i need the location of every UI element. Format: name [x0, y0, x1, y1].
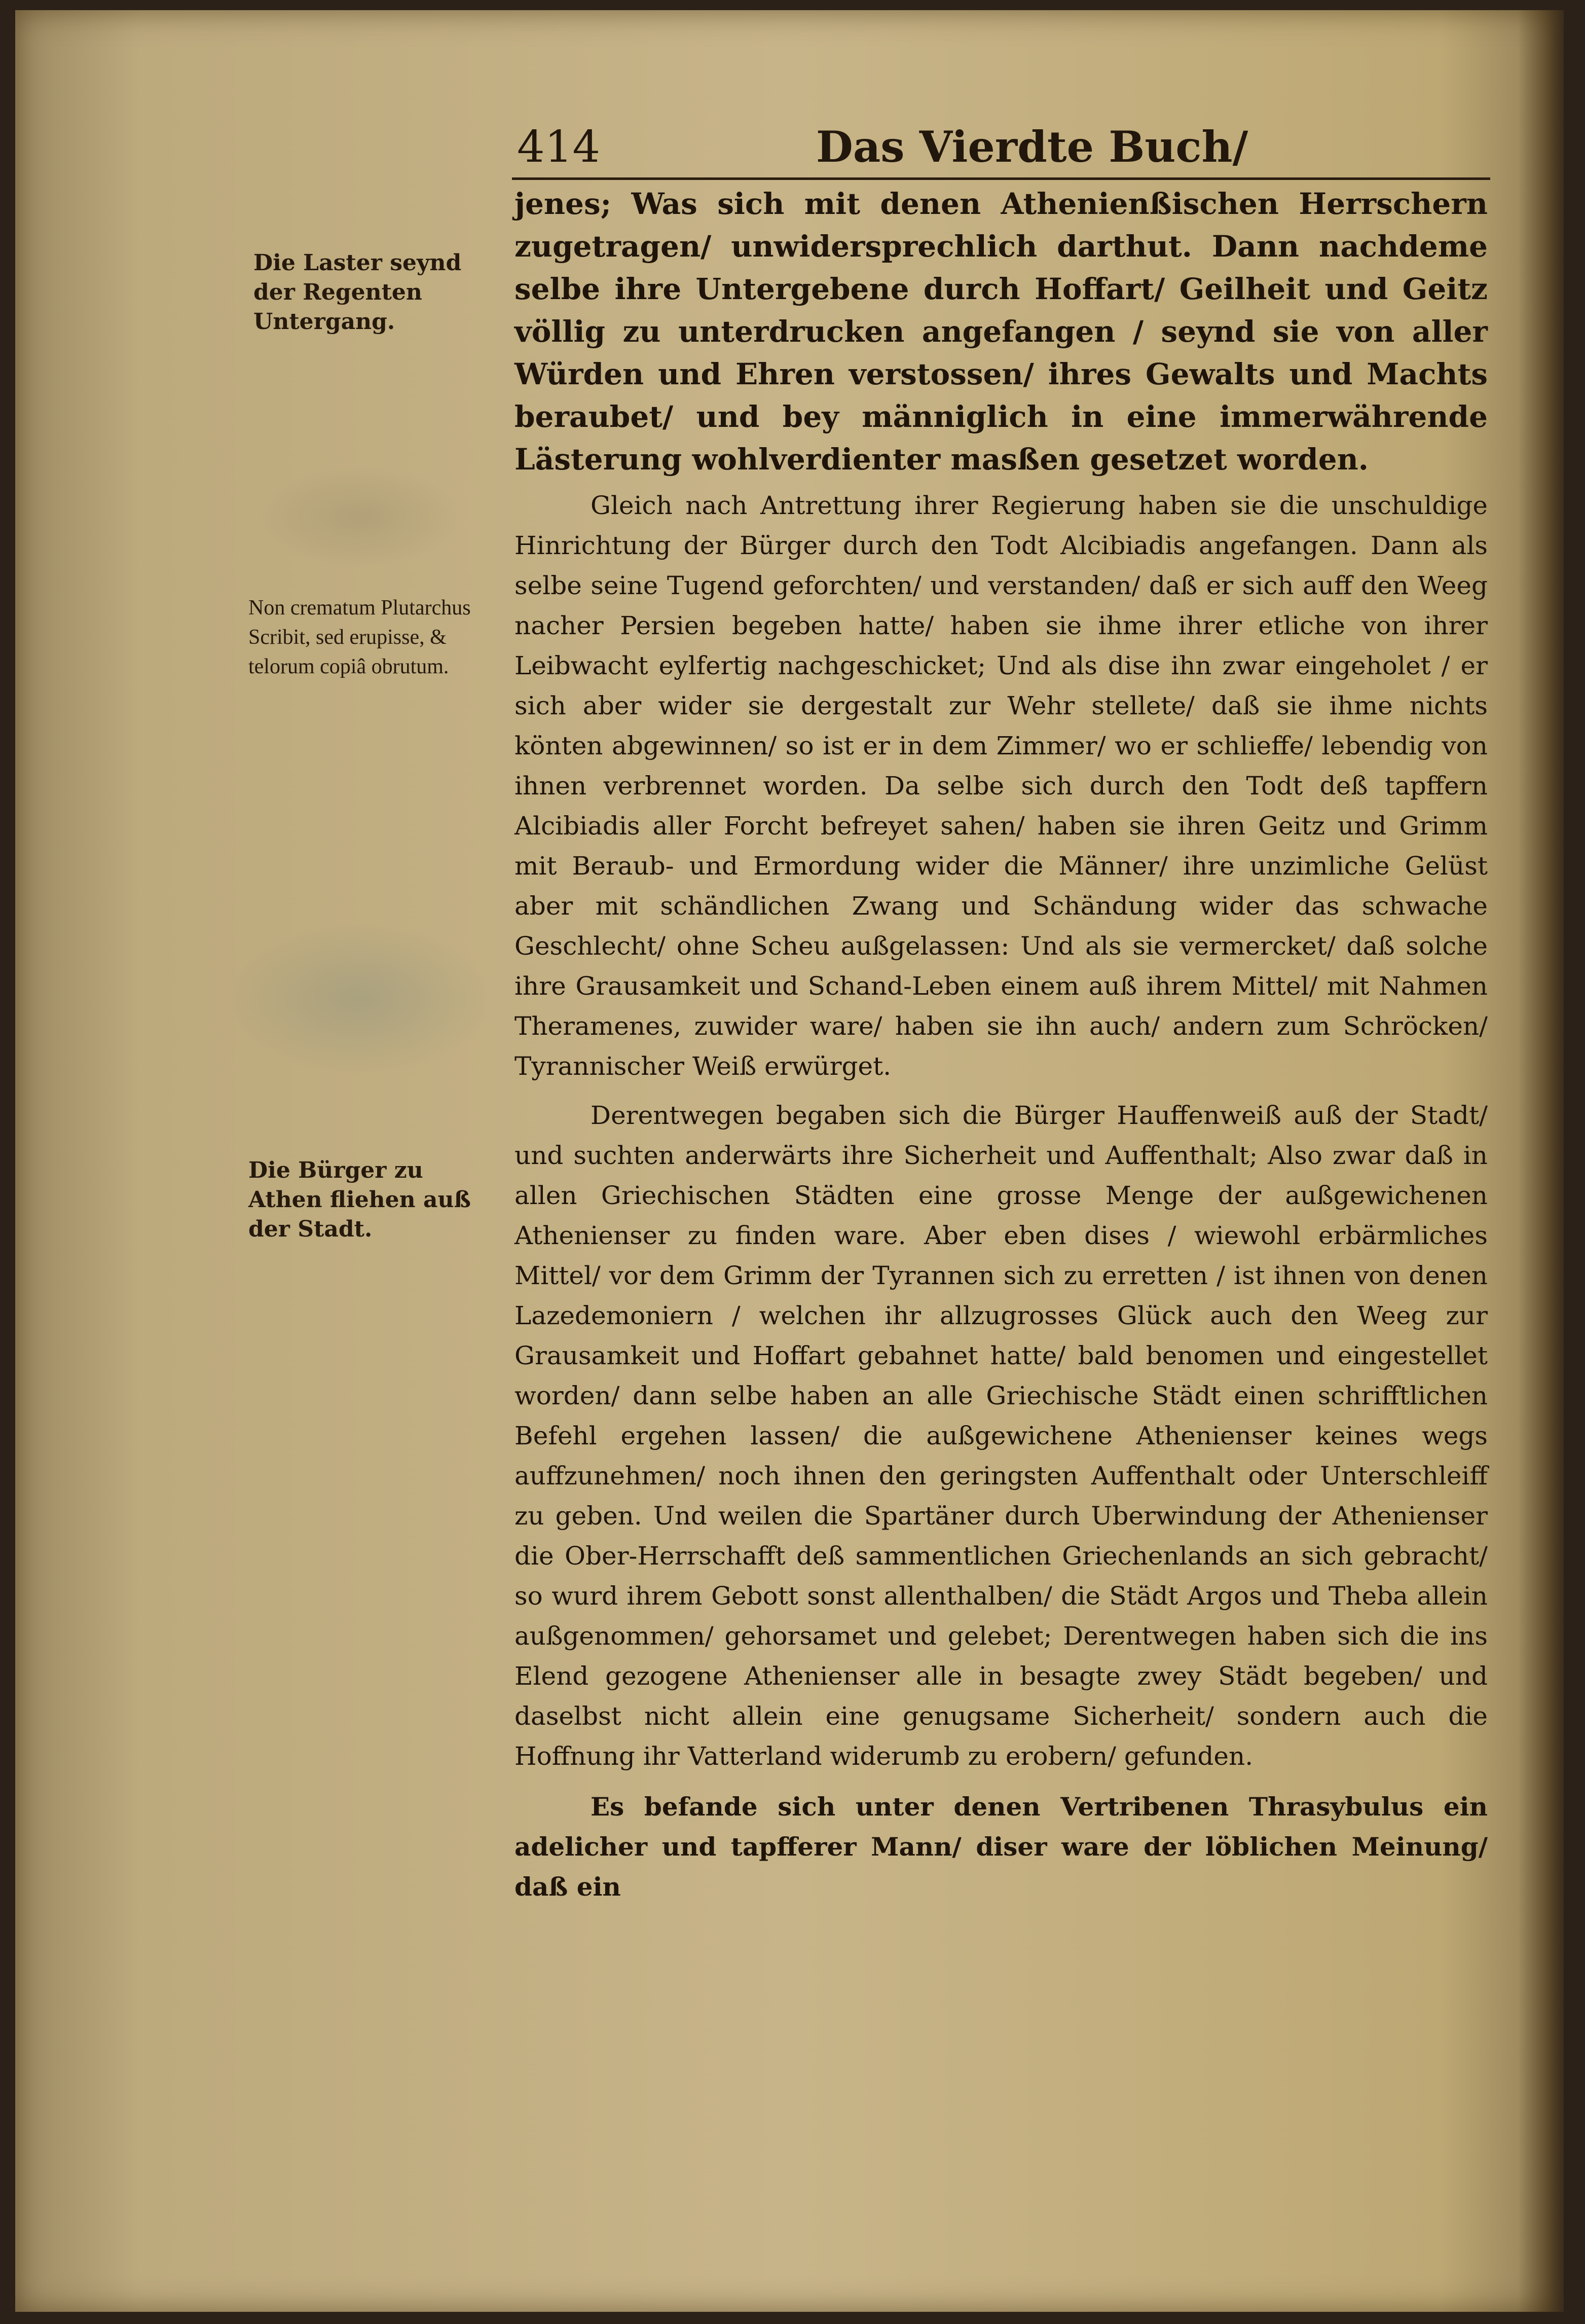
paragraph-3: Derentwegen begaben sich die Bürger Hauffenweiß auß der Stadt/ und suchten anderwärts ihre Sicherheit und Auffenthalt; Also zwar daß in allen Griechischen Städten eine grosse Menge der außgewichenen Athenienser zu finden ware. Aber eben dises / wiewohl erbärmliches Mittel/ vor dem Grimm der Tyrannen sich zu erretten / ist ihnen von denen Lazedemoniern / welchen ihr allzugrosses Glück auch den Weeg zur Grausamkeit und Hoffart gebahnet hatte/ bald benomen und eingestellet worden/ dann selbe haben an alle Griechische Städt einen schrifftlichen Befehl ergehen lassen/ die außgewichene Athenienser keines wegs auffzunehmen/ noch ihnen den geringsten Auffenthalt oder Unterschleiff zu geben. Und weilen die Spartäner durch Uberwindung der Athenienser die Ober-Herrschafft deß sammentlichen Griechenlands an sich gebracht/ so wurd ihrem Gebott sonst allenthalben/ die Städt Argos und Theba allein außgenommen/ gehorsamet und gelebet; Derentwegen haben sich die ins Elend gezogene Athenienser alle in besagte zwey Städt begeben/ und daselbst nicht allein eine genugsame Sicherheit/ sondern auch die Hoffnung ihr Vatterland widerumb zu erobern/ gefunden.	[514, 1101, 1488, 1771]
main-text	[514, 183, 1488, 1907]
paper-stain	[228, 923, 492, 1075]
paragraph-2: Gleich nach Antrettung ihrer Regierung haben sie die unschuldige Hinrichtung der Bürger durch den Todt Alcibiadis angefangen. Dann als selbe seine Tugend geforchten/ und verstanden/ daß er sich auff den Weeg nacher Persien begeben hatte/ haben sie ihme ihrer etliche von ihrer Leibwacht eylfertig nachgeschicket; Und als dise ihn zwar eingeholet / er sich aber wider sie dergestalt zur Wehr stellete/ daß sie ihme nichts könten abgewinnen/ so ist er in dem Zimmer/ wo er schlieffe/ lebendig von ihnen verbrennet worden. Da selbe sich durch den Todt deß tapffern Alcibiadis aller Forcht befreyet sahen/ haben sie ihren Geitz und Grimm mit Beraub- und Ermordung wider die Männer/ ihre unzimliche Gelüst aber mit schändlichen Zwang und Schändung wider das schwache Geschlecht/ ohne Scheu außgelassen: Und als sie vermercket/ daß solche ihre Grausamkeit und Schand-Leben einem auß ihrem Mittel/ mit Nahmen Theramenes, zuwider ware/ haben sie ihn auch/ andern zum Schröcken/ Tyrannischer Weiß erwürget.	[514, 491, 1488, 1081]
paper-stain	[259, 466, 461, 568]
paragraph-1: jenes; Was sich mit denen Athenienßischen Herrschern zugetragen/ unwidersprechlich darthut. Dann nachdeme selbe ihre Untergebene durch Hoffart/ Geilheit und Geitz völlig zu unterdrucken angefangen / seynd sie von aller Würden und Ehren verstossen/ ihres Gewalts und Machts beraubet/ und bey männiglich in eine immerwährende Lästerung wohlverdienter masßen gesetzet worden.	[514, 187, 1488, 477]
marginal-note-vices: Die Laster seynd der Regenten Untergang.	[253, 250, 462, 335]
running-title: Das Vierdte Buch/	[816, 122, 1248, 172]
page-header	[512, 117, 1490, 180]
page-number: 414	[517, 122, 601, 172]
marginal-note-citizens-flee: Die Bürger zu Athen fliehen auß der Stadt.	[248, 1157, 471, 1242]
page-gutter-shadow	[1518, 10, 1564, 2312]
book-page	[15, 10, 1564, 2312]
paragraph-4: Es befande sich unter denen Vertribenen Thrasybulus ein adelicher und tapfferer Mann/ diser ware der löblichen Meinung/ daß ein	[514, 1792, 1488, 1902]
marginal-note-plutarch: Non crematum Plutarchus Scribit, sed erupisse, & telorum copiâ obrutum.	[248, 596, 471, 678]
